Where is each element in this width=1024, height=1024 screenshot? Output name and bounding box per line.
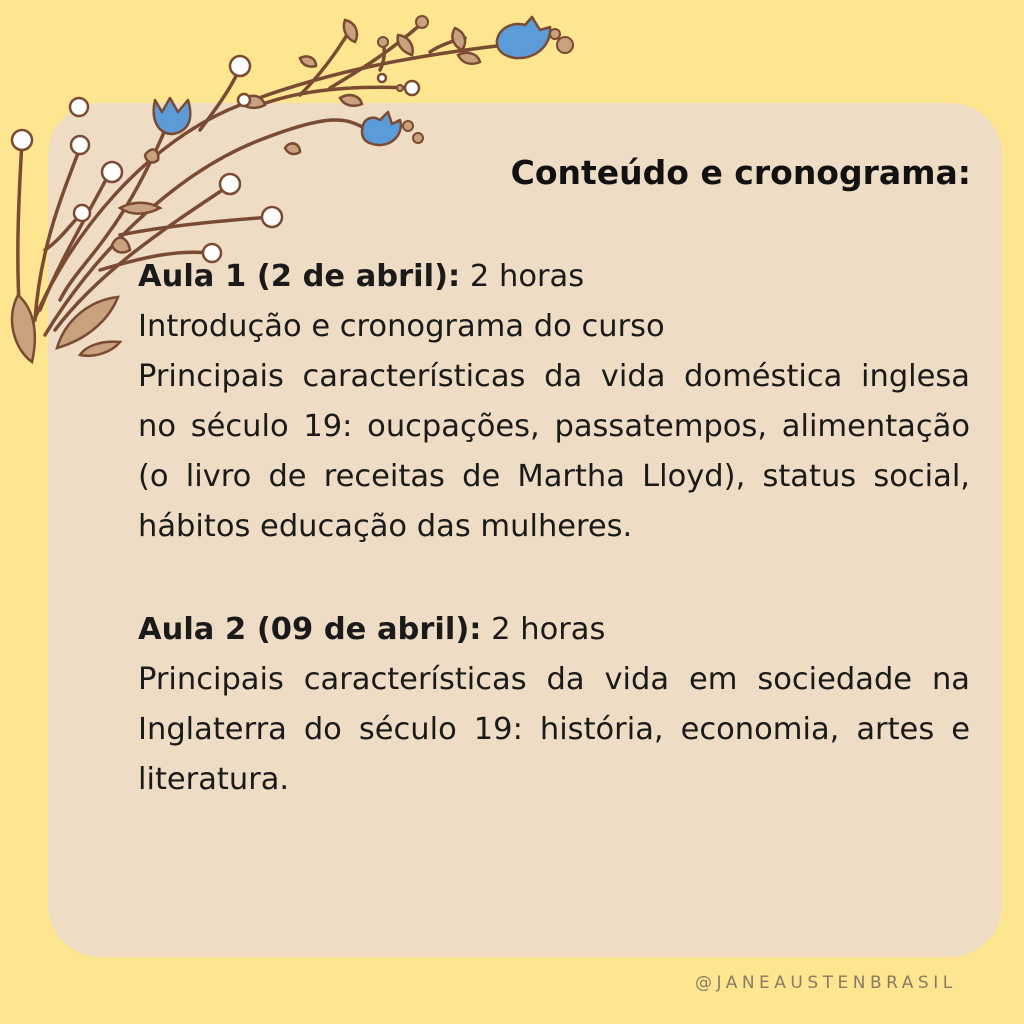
lesson-2 xyxy=(138,605,970,805)
lesson-1-heading-line xyxy=(138,252,970,302)
lesson-2-line-1: Principais características da vida em sociedade na Inglaterra do século 19: história, economia, artes e literatura. xyxy=(138,662,970,797)
lesson-1-line-2: Principais características da vida doméstica inglesa no século 19: oucpações, passatempos, alimentação (o livro de receitas de Martha Lloyd), status social, hábitos educação das mulheres. xyxy=(138,359,970,544)
lesson-2-heading: Aula 2 (09 de abril): xyxy=(138,612,482,647)
lesson-1-duration: 2 horas xyxy=(460,259,585,294)
lesson-1-line-1: Introdução e cronograma do curso xyxy=(138,309,665,344)
lesson-2-heading-line xyxy=(138,605,970,655)
lesson-1-heading: Aula 1 (2 de abril): xyxy=(138,259,461,294)
lesson-2-duration: 2 horas xyxy=(481,612,606,647)
lesson-1 xyxy=(138,252,970,552)
page-title: Conteúdo e cronograma: xyxy=(510,153,971,192)
social-handle: @JANEAUSTENBRASIL xyxy=(695,973,957,993)
